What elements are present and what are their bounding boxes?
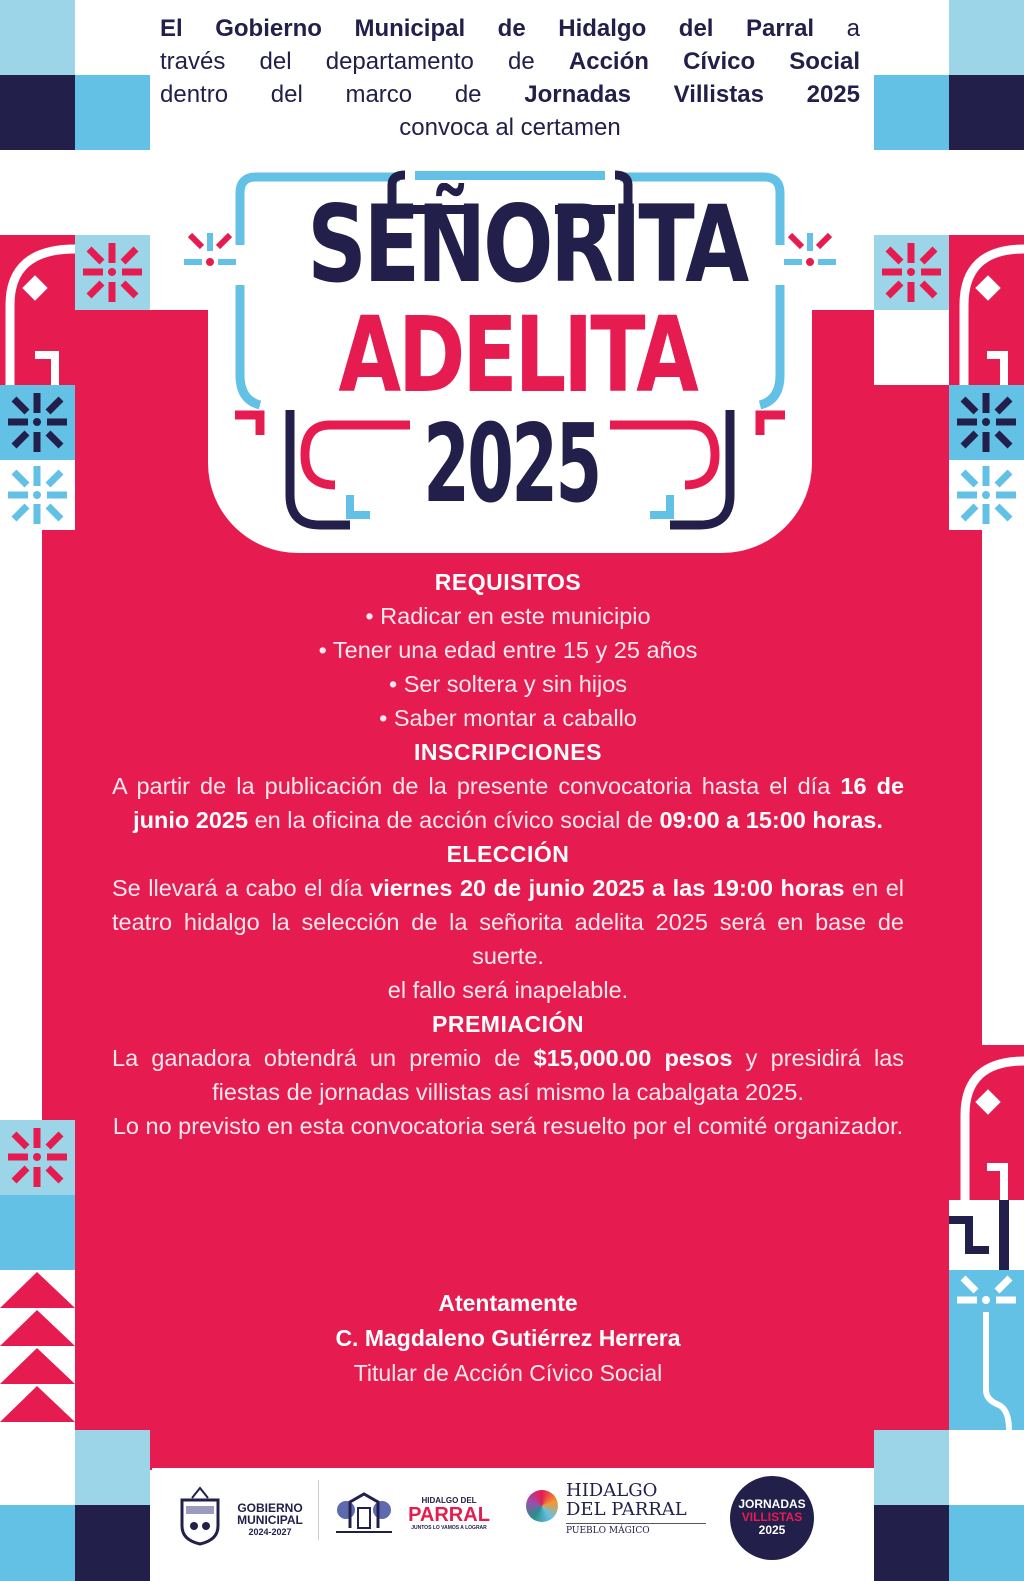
corner-block [874, 75, 949, 150]
corner-block [0, 75, 75, 150]
side-pattern [949, 235, 1024, 385]
corner-block [949, 75, 1024, 150]
star-icon [874, 235, 949, 310]
corner-block [949, 0, 1024, 75]
convocatoria-body [112, 565, 904, 1143]
star-icon [0, 1120, 75, 1195]
requisito-item: • Ser soltera y sin hijos [388, 671, 628, 697]
triangle-pattern [0, 1270, 75, 1430]
star-icon [75, 235, 150, 310]
title-year: 2025 [423, 402, 600, 527]
building-icon [336, 1488, 392, 1536]
header-department: Acción Cívico Social [568, 48, 861, 75]
inscripciones-text: A partir de la publicación de la presente convocatoria hasta el día 16 de junio 2025 en la oficina de acción cívico social de 09:00 a 15:00 horas. [112, 773, 905, 833]
corner-block [949, 1505, 1024, 1581]
signature-closing: Atentamente [438, 1290, 578, 1316]
header-event: Jornadas Villistas 2025 [524, 81, 860, 108]
signature-role: Titular de Acción Cívico Social [353, 1360, 663, 1386]
star-icon [949, 1270, 1024, 1430]
corner-block [874, 1505, 949, 1581]
corner-block [75, 75, 150, 150]
signature-block [112, 1286, 904, 1391]
white-block [874, 310, 949, 385]
requisito-item: • Radicar en este municipio [365, 603, 651, 629]
premiacion-text: La ganadora obtendrá un premio de $15,000.00 pesos y presidirá las fiestas de jornadas villistas así mismo la cabalgata 2025. [112, 1045, 905, 1105]
corner-block [0, 1195, 75, 1270]
eleccion-note: el fallo será inapelable. [387, 977, 629, 1003]
logo-hidalgo-parral: HIDALGO DEL PARRAL JUNTOS LO VAMOS A LOGRAR [408, 1496, 490, 1531]
eleccion-text: Se llevará a cabo el día viernes 20 de junio 2025 a las 19:00 horas en el teatro hidalgo la selección de la señorita adelita 2025 será en base de suerte. [112, 875, 904, 969]
event-title-logo [180, 165, 840, 560]
section-title-premiacion: PREMIACIÓN [432, 1011, 584, 1037]
star-icon [0, 460, 75, 530]
corner-block [874, 1430, 949, 1505]
requisito-item: • Tener una edad entre 15 y 25 años [318, 637, 698, 663]
logo-pueblo-magico: HIDALGO DEL PARRAL PUEBLO MÁGICO [566, 1482, 706, 1538]
coat-of-arms-icon [178, 1486, 222, 1546]
corner-block [75, 1430, 150, 1505]
premiacion-note: Lo no previsto en esta convocatoria será resuelto por el comité organizador. [112, 1113, 904, 1139]
eleccion-date: viernes 20 de junio 2025 a las 19:00 horas [370, 875, 845, 901]
star-icon [0, 385, 75, 460]
logo-jornadas-villistas: JORNADAS VILLISTAS 2025 [730, 1476, 814, 1560]
pueblo-magico-icon [526, 1490, 558, 1522]
section-title-requisitos: REQUISITOS [434, 569, 582, 595]
side-pattern [949, 1200, 1024, 1270]
corner-block [0, 1505, 75, 1581]
corner-block [0, 0, 75, 75]
inscripciones-date: 16 de junio 2025 [133, 773, 905, 833]
section-title-eleccion: ELECCIÓN [446, 841, 570, 867]
star-icon [949, 460, 1024, 530]
side-pattern [0, 235, 75, 385]
section-title-inscripciones: INSCRIPCIONES [414, 739, 602, 765]
inscripciones-hours: 09:00 a 15:00 horas. [659, 807, 883, 833]
prize-amount: $15,000.00 pesos [533, 1045, 733, 1071]
logo-gobierno-municipal: GOBIERNO MUNICIPAL 2024-2027 [237, 1501, 303, 1537]
requisito-item: • Saber montar a caballo [379, 705, 637, 731]
star-icon [949, 385, 1024, 460]
signature-name: C. Magdaleno Gutiérrez Herrera [335, 1325, 681, 1351]
header-intro: El Gobierno Municipal de Hidalgo del Parral a través del departamento de Acción Cívico Social dentro del marco de Jornadas Villistas 2025 convoca al certamen [160, 15, 861, 141]
footer-logos [160, 1470, 874, 1581]
side-pattern [949, 1045, 1024, 1200]
header-org: El Gobierno Municipal de Hidalgo del Parral [160, 15, 815, 42]
title-adelita: ADELITA [338, 294, 696, 416]
title-senorita: SEÑORITA [307, 183, 747, 306]
corner-block [75, 1505, 150, 1581]
